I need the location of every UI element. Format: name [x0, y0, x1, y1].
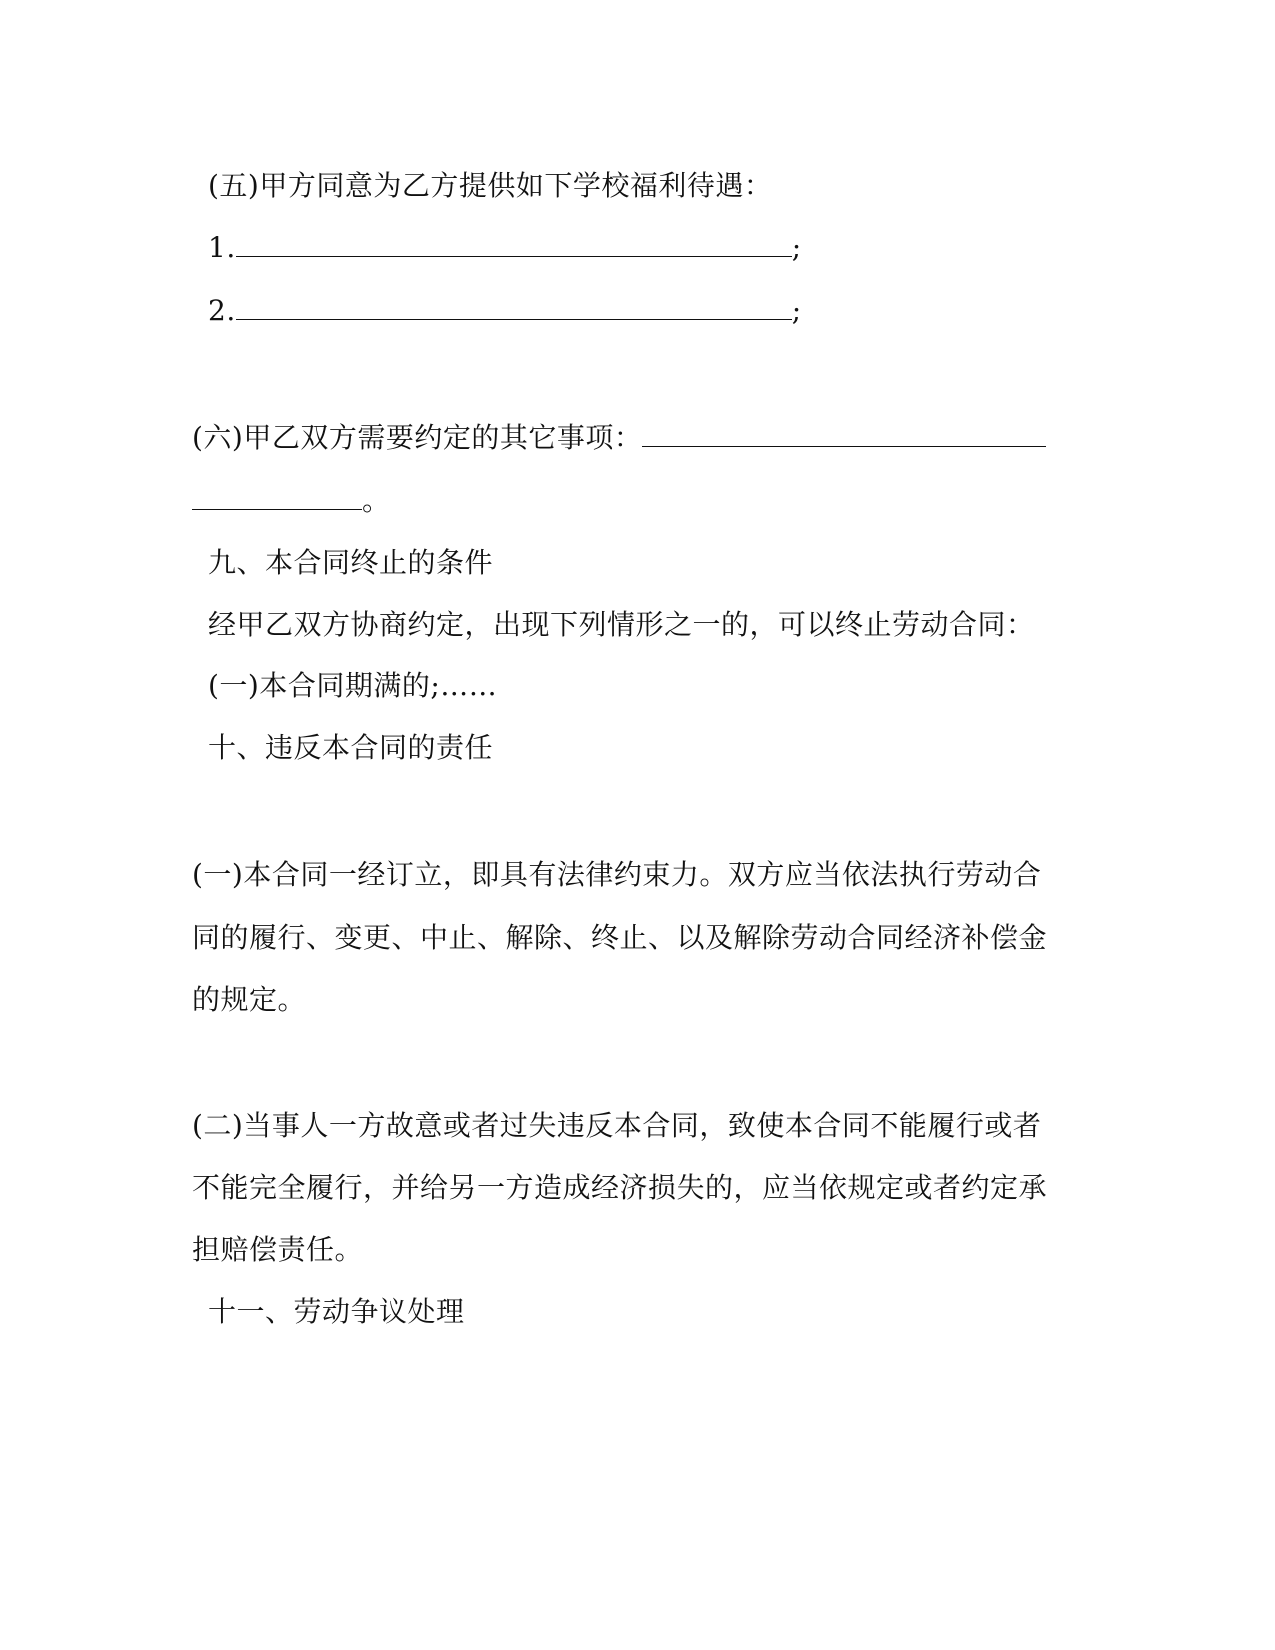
item-6-line [192, 420, 1046, 456]
section-10-item-1-line-1: (一)本合同一经订立，即具有法律约束力。双方应当依法执行劳动合 [192, 858, 1042, 891]
benefit-item-1-end: ; [791, 231, 802, 264]
item-6-label: (六)甲乙双方需要约定的其它事项： [192, 421, 643, 454]
section-11-heading: 十一、劳动争议处理 [208, 1295, 465, 1328]
item-6-continuation [192, 483, 391, 519]
section-10-item-1-line-3: 的规定。 [192, 983, 307, 1016]
section-9-heading: 九、本合同终止的条件 [208, 546, 494, 579]
section-10-heading: 十、违反本合同的责任 [208, 731, 494, 764]
item-6-end: 。 [362, 484, 391, 517]
item-6-blank-continued [192, 485, 362, 510]
benefit-item-1-blank [236, 232, 792, 257]
benefit-item-1-number: 1. [208, 231, 236, 264]
benefit-item-1 [208, 230, 802, 266]
benefit-item-2 [208, 293, 802, 329]
section-10-item-2-line-3: 担赔偿责任。 [192, 1233, 364, 1266]
section-10-item-2-line-1: (二)当事人一方故意或者过失违反本合同，致使本合同不能履行或者 [192, 1109, 1042, 1142]
section-9-intro: 经甲乙双方协商约定，出现下列情形之一的，可以终止劳动合同： [208, 608, 1035, 641]
section-10-item-1-line-2: 同的履行、变更、中止、解除、终止、以及解除劳动合同经济补偿金 [192, 921, 1048, 954]
benefit-item-2-end: ; [791, 294, 802, 327]
item-5-heading: (五)甲方同意为乙方提供如下学校福利待遇： [208, 169, 773, 202]
section-9-item-1: (一)本合同期满的;…… [208, 669, 498, 702]
benefit-item-2-number: 2. [208, 294, 236, 327]
benefit-item-2-blank [236, 295, 792, 320]
item-6-blank [642, 422, 1046, 447]
section-10-item-2-line-2: 不能完全履行，并给另一方造成经济损失的，应当依规定或者约定承 [192, 1171, 1048, 1204]
